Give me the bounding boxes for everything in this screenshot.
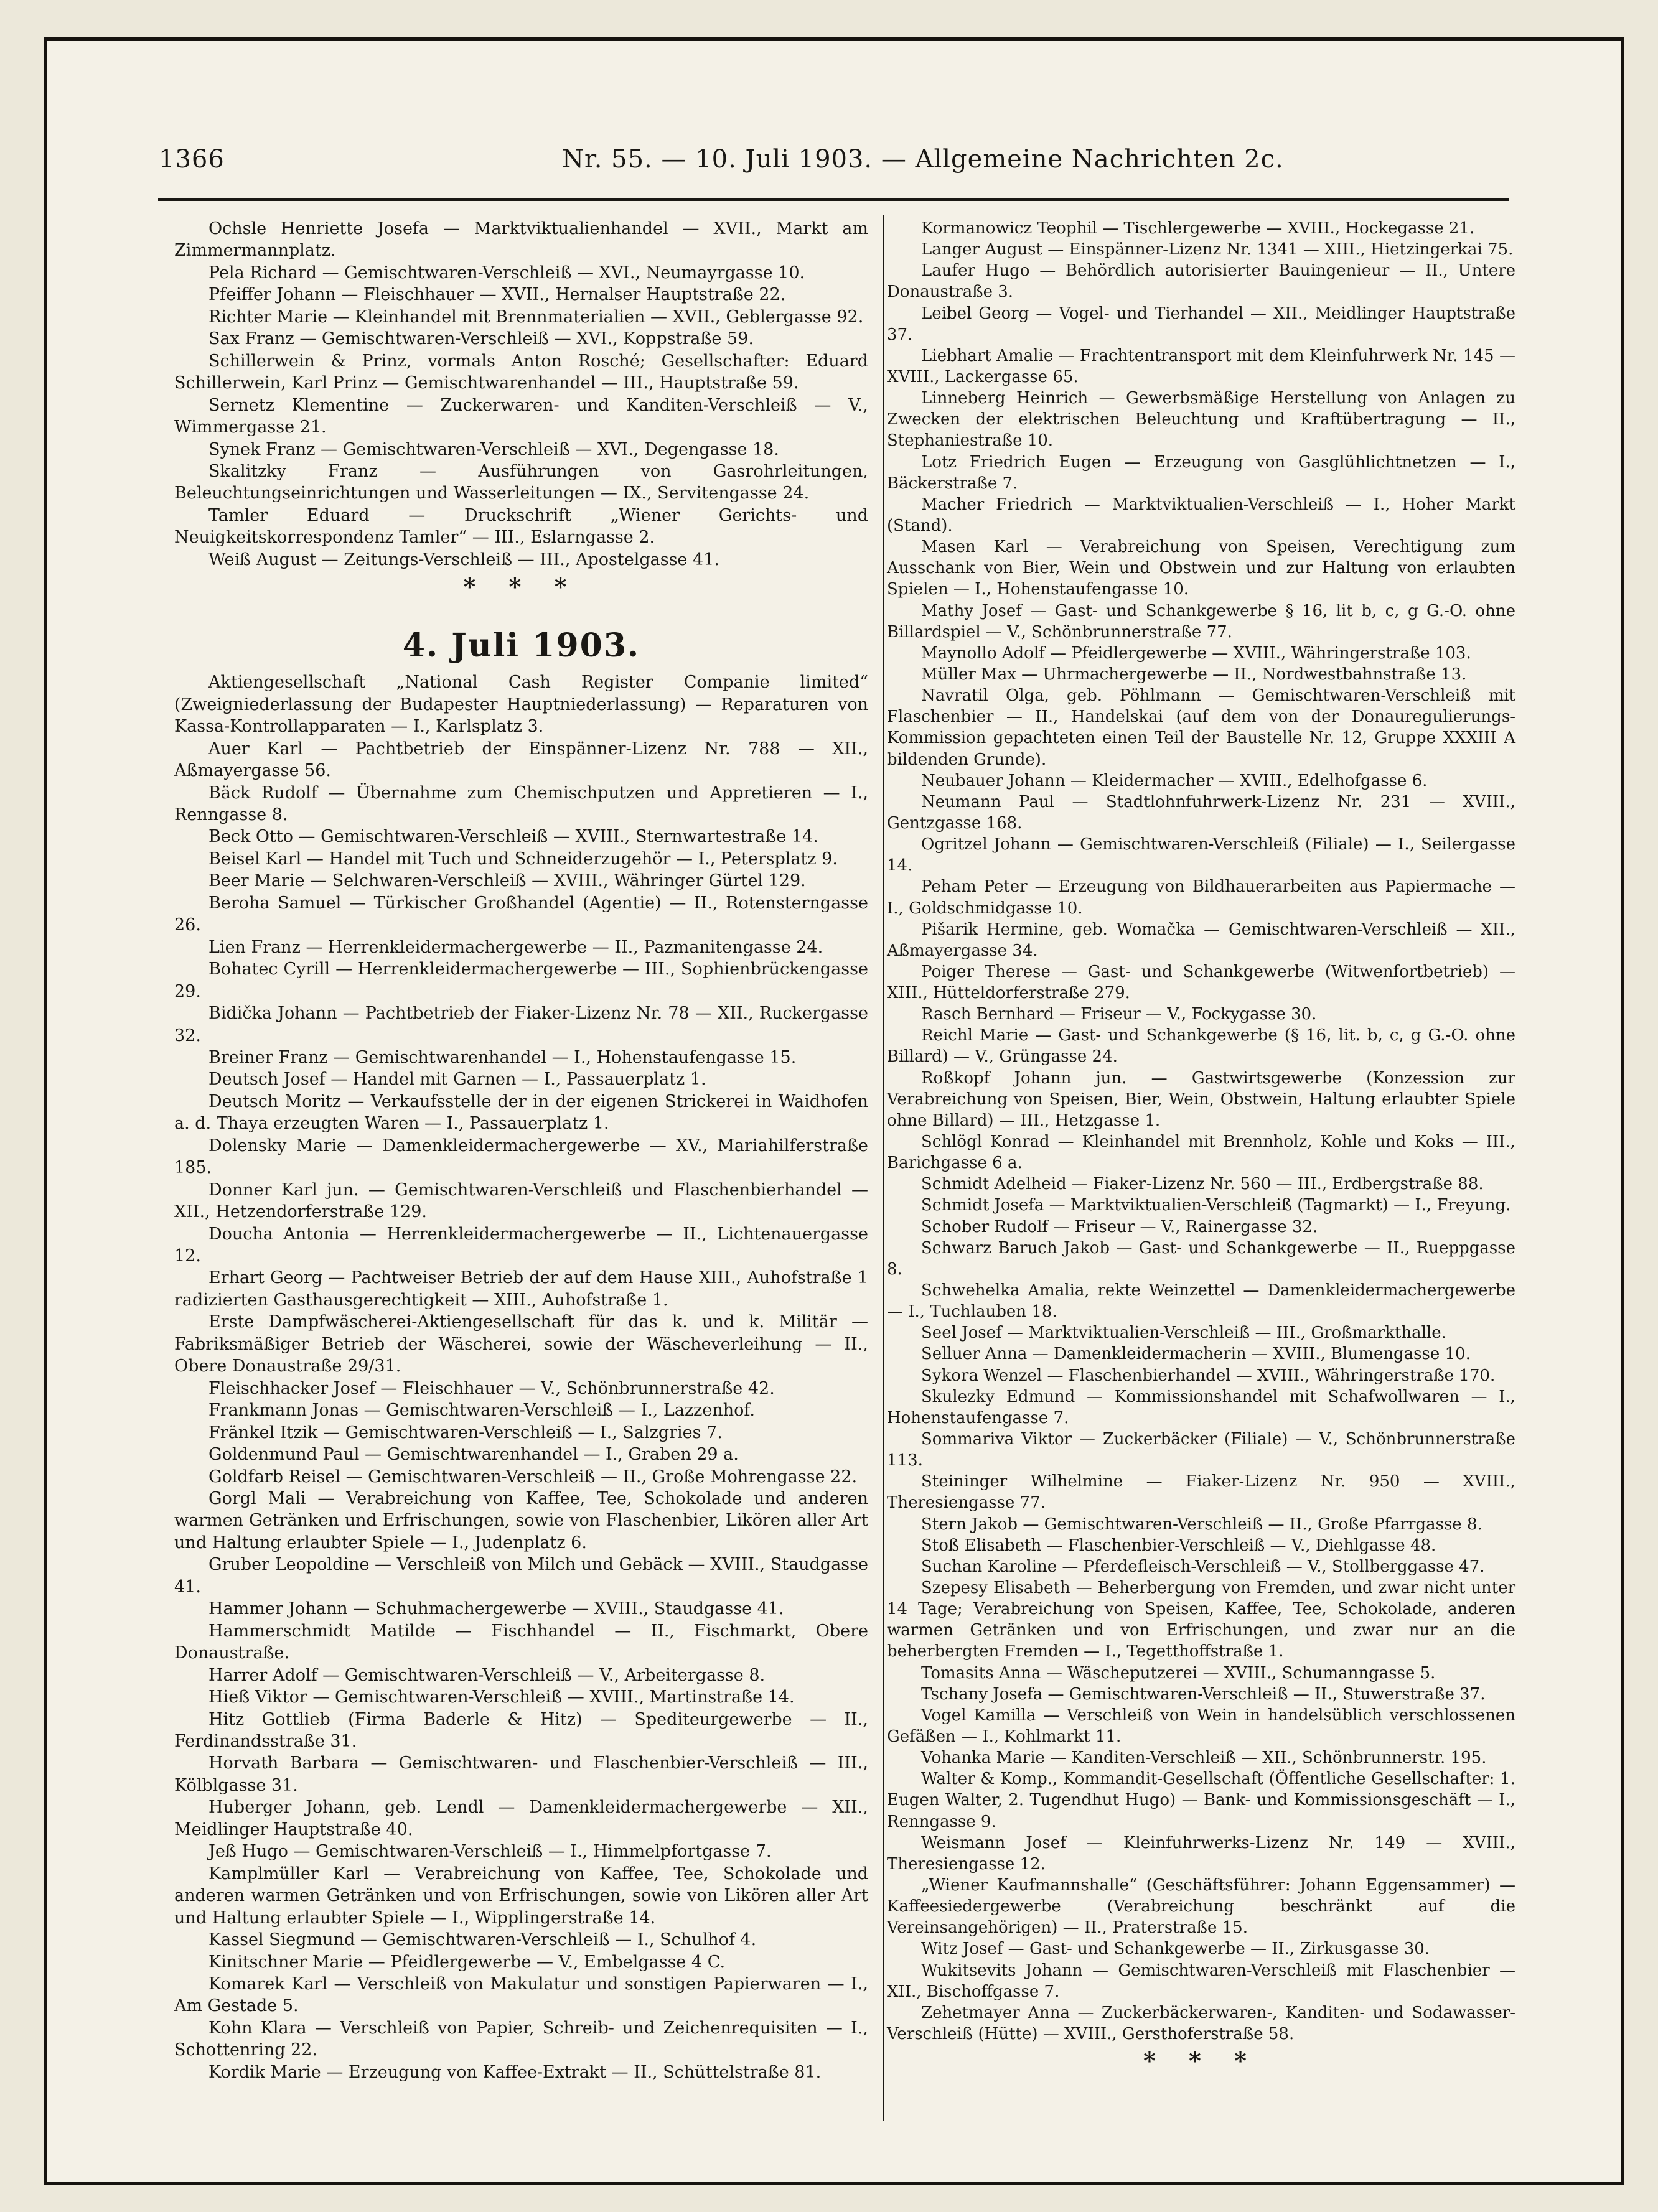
register-entry: Aktiengesellschaft „National Cash Register Companie limited“ (Zweigniederlassung der Budapester Hauptniederlassung) — Reparaturen von Kassa-Kontrollapparaten — I., Karlsplatz 3. xyxy=(174,673,868,737)
entries-list-right xyxy=(887,218,1515,2045)
register-entry: Vohanka Marie — Kanditen-Verschleiß — XII., Schönbrunnerstr. 195. xyxy=(921,1748,1487,1768)
register-entry: Donner Karl jun. — Gemischtwaren-Verschleiß und Flaschenbierhandel — XII., Hetzendorferstraße 129. xyxy=(174,1180,868,1222)
register-entry: Frankmann Jonas — Gemischtwaren-Verschleiß — I., Lazzenhof. xyxy=(208,1401,756,1421)
register-entry: Breiner Franz — Gemischtwarenhandel — I., Hohenstaufengasse 15. xyxy=(208,1047,797,1067)
register-entry: Auer Karl — Pachtbetrieb der Einspänner-Lizenz Nr. 788 — XII., Aßmayergasse 56. xyxy=(174,739,868,781)
register-entry: Macher Friedrich — Marktviktualien-Verschleiß — I., Hoher Markt (Stand). xyxy=(887,495,1515,535)
register-entry: Kassel Siegmund — Gemischtwaren-Verschleiß — I., Schulhof 4. xyxy=(208,1930,757,1950)
register-entry: Leibel Georg — Vogel- und Tierhandel — XII., Meidlinger Hauptstraße 37. xyxy=(887,304,1515,344)
register-entry: Pela Richard — Gemischtwaren-Verschleiß — XVI., Neumayrgasse 10. xyxy=(208,263,805,282)
register-entry: Erste Dampfwäscherei-Aktiengesellschaft für das k. und k. Militär — Fabriksmäßiger Betrieb der Wäscherei, sowie der Wäscheverleihung — II., Obere Donaustraße 29/31. xyxy=(174,1312,868,1376)
register-entry: Ochsle Henriette Josefa — Marktviktualienhandel — XVII., Markt am Zimmermannplatz. xyxy=(174,219,868,261)
register-entry: Fleischhacker Josef — Fleischhauer — V., Schönbrunnerstraße 42. xyxy=(208,1378,775,1398)
register-entry: Huberger Johann, geb. Lendl — Damenkleidermachergewerbe — XII., Meidlinger Hauptstraße 40. xyxy=(174,1798,868,1839)
register-entry: Synek Franz — Gemischtwaren-Verschleiß — XVI., Degengasse 18. xyxy=(208,439,779,459)
register-entry: Schlögl Konrad — Kleinhandel mit Brennholz, Kohle und Koks — III., Barichgasse 6 a. xyxy=(887,1132,1515,1173)
register-entry: Weismann Josef — Kleinfuhrwerks-Lizenz Nr. 149 — XVIII., Theresiengasse 12. xyxy=(887,1833,1515,1874)
register-entry: Rasch Bernhard — Friseur — V., Fockygasse 30. xyxy=(921,1005,1317,1024)
register-entry: Stern Jakob — Gemischtwaren-Verschleiß — II., Große Pfarrgasse 8. xyxy=(921,1514,1482,1534)
register-entry: Linneberg Heinrich — Gewerbsmäßige Herstellung von Anlagen zu Zwecken der elektrischen Beleuchtung und Kraftübertragung — II., Stephaniestraße 10. xyxy=(887,389,1515,450)
section-separator: * * * xyxy=(463,572,579,601)
register-entry: Walter & Komp., Kommandit-Gesellschaft (Öffentliche Gesellschafter: 1. Eugen Walter, 2. Tugendhut Hugo) — Bank- und Kommissionsgeschäft — I., Renngasse 9. xyxy=(887,1770,1515,1831)
right-column xyxy=(887,218,1515,2098)
register-entry: Vogel Kamilla — Verschleiß von Wein in handelsüblich verschlossenen Gefäßen — I., Kohlmarkt 11. xyxy=(887,1706,1515,1746)
register-entry: Tschany Josefa — Gemischtwaren-Verschleiß — II., Stuwerstraße 37. xyxy=(921,1684,1486,1704)
register-entry: Wukitsevits Johann — Gemischtwaren-Verschleiß mit Flaschenbier — XII., Bischoffgasse 7. xyxy=(887,1961,1515,2001)
register-entry: Stoß Elisabeth — Flaschenbier-Verschleiß — V., Diehlgasse 48. xyxy=(921,1536,1436,1555)
register-entry: Suchan Karoline — Pferdefleisch-Verschleiß — V., Stollberggasse 47. xyxy=(921,1557,1485,1576)
register-entry: Gruber Leopoldine — Verschleiß von Milch und Gebäck — XVIII., Staudgasse 41. xyxy=(174,1555,868,1597)
register-entry: Sykora Wenzel — Flaschenbierhandel — XVIII., Währingerstraße 170. xyxy=(921,1366,1496,1385)
page-number: 1366 xyxy=(159,145,225,174)
register-entry: Schmidt Josefa — Marktviktualien-Verschleiß (Tagmarkt) — I., Freyung. xyxy=(921,1196,1511,1215)
register-entry: Schillerwein & Prinz, vormals Anton Rosché; Gesellschafter: Eduard Schillerwein, Karl Prinz — Gemischtwarenhandel — III., Hauptstraße 59. xyxy=(174,351,868,393)
register-entry: Schwehelka Amalia, rekte Weinzettel — Damenkleidermachergewerbe — I., Tuchlauben 18. xyxy=(887,1281,1515,1322)
register-entry: Hitz Gottlieb (Firma Baderle & Hitz) — Speditеurgewerbe — II., Ferdinandsstraße 31. xyxy=(174,1709,868,1751)
register-entry: Beroha Samuel — Türkischer Großhandel (Agentie) — II., Rotensterngasse 26. xyxy=(174,893,868,935)
entries-list-before xyxy=(174,218,868,571)
register-entry: Kohn Klara — Verschleiß von Papier, Schreib- und Zeichenrequisiten — I., Schottenring 22. xyxy=(174,2018,868,2060)
register-entry: Skulezky Edmund — Kommissionshandel mit Schafwollwaren — I., Hohenstaufengasse 7. xyxy=(887,1387,1515,1427)
register-entry: Lien Franz — Herrenkleidermachergewerbe — II., Pazmanitengasse 24. xyxy=(208,937,823,957)
register-entry: Skalitzky Franz — Ausführungen von Gasrohrleitungen, Beleuchtungseinrichtungen und Wasserleitungen — IX., Servitengasse 24. xyxy=(174,461,868,503)
register-entry: Horvath Barbara — Gemischtwaren- und Flaschenbier-Verschleiß — III., Kölblgasse 31. xyxy=(174,1753,868,1795)
register-entry: Mathy Josef — Gast- und Schankgewerbe § 16, lit b, c, g G.-O. ohne Billardspiel — V., Schönbrunnerstraße 77. xyxy=(887,601,1515,642)
register-entry: Beck Otto — Gemischtwaren-Verschleiß — XVIII., Sternwartestraße 14. xyxy=(208,827,818,847)
register-entry: Hammer Johann — Schuhmachergewerbe — XVIII., Staudgasse 41. xyxy=(208,1599,784,1619)
register-entry: Masen Karl — Verabreichung von Speisen, Verechtigung zum Ausschank von Bier, Wein und Obstwein und zur Haltung von erlaubten Spielen — I., Hohenstaufengasse 10. xyxy=(887,538,1515,599)
register-entry: Maynollo Adolf — Pfeidlergewerbe — XVIII., Währingerstraße 103. xyxy=(921,643,1471,663)
register-entry: Witz Josef — Gast- und Schankgewerbe — II., Zirkusgasse 30. xyxy=(921,1939,1430,1959)
register-entry: Goldfarb Reisel — Gemischtwaren-Verschleiß — II., Große Mohrengasse 22. xyxy=(208,1467,858,1486)
register-entry: Lotz Friedrich Eugen — Erzeugung von Gasglühlichtnetzen — I., Bäckerstraße 7. xyxy=(887,452,1515,493)
register-entry: Hieß Viktor — Gemischtwaren-Verschleiß — XVIII., Martinstraße 14. xyxy=(208,1687,795,1707)
register-entry: Richter Marie — Kleinhandel mit Brennmaterialien — XVII., Geblergasse 92. xyxy=(208,307,864,327)
register-entry: Szepesy Elisabeth — Beherbergung von Fremden, und zwar nicht unter 14 Tage; Verabreichung von Speisen, Kaffee, Tee, Schokolade, anderen warmen Getränken und von Erfrischungen, und zwar nur an die beherbergten Fremden — I., Tegetthoffstraße 1. xyxy=(887,1579,1515,1661)
register-entry: Kordik Marie — Erzeugung von Kaffee-Extrakt — II., Schüttelstraße 81. xyxy=(208,2062,822,2082)
register-entry: Bidička Johann — Pachtbetrieb der Fiaker-Lizenz Nr. 78 — XII., Ruckergasse 32. xyxy=(174,1004,868,1045)
register-entry: Neumann Paul — Stadtlohnfuhrwerk-Lizenz Nr. 231 — XVIII., Gentzgasse 168. xyxy=(887,792,1515,833)
register-entry: Weiß August — Zeitungs-Verschleiß — III., Apostelgasse 41. xyxy=(208,549,719,569)
register-entry: Bäck Rudolf — Übernahme zum Chemischputzen und Appretieren — I., Renngasse 8. xyxy=(174,783,868,824)
register-entry: Beisel Karl — Handel mit Tuch und Schneiderzugehör — I., Petersplatz 9. xyxy=(208,849,838,869)
register-entry: Kinitschner Marie — Pfeidlergewerbe — V., Embelgasse 4 C. xyxy=(208,1952,726,1972)
register-entry: Sax Franz — Gemischtwaren-Verschleiß — XVI., Koppstraße 59. xyxy=(208,329,754,349)
section-heading: 4. Juli 1903. xyxy=(402,627,640,665)
register-entry: Liebhart Amalie — Frachtentransport mit dem Kleinfuhrwerk Nr. 145 — XVIII., Lackergasse 65. xyxy=(887,346,1515,386)
register-entry: Selluer Anna — Damenkleidermacherin — XVIII., Blumengasse 10. xyxy=(921,1345,1471,1364)
end-separator: * * * xyxy=(1143,2046,1260,2075)
register-entry: Doucha Antonia — Herrenkleidermachergewerbe — II., Lichtenauergasse 12. xyxy=(174,1224,868,1266)
register-entry: Navratil Olga, geb. Pöhlmann — Gemischtwaren-Verschleiß mit Flaschenbier — II., Handelskai (auf dem von der Donauregulierungs-Kommission gepachteten einen Teil der Baustelle Nr. 12, Gruppe XXXIII A bildenden Grunde). xyxy=(887,686,1515,769)
running-header: Nr. 55. — 10. Juli 1903. — Allgemeine Nachrichten 2c. xyxy=(562,145,1284,174)
register-entry: Neubauer Johann — Kleidermacher — XVIII., Edelhofgasse 6. xyxy=(921,771,1428,790)
register-entry: Kamplmüller Karl — Verabreichung von Kaffee, Tee, Schokolade und anderen warmen Getränken und von Erfrischungen, sowie von Likören aller Art und Haltung erlaubter Spiele — I., Wipplingerstraße 14. xyxy=(174,1864,868,1928)
register-entry: Gorgl Mali — Verabreichung von Kaffee, Tee, Schokolade und anderen warmen Getränken und Erfrischungen, sowie von Flaschenbier, Likören aller Art und Haltung erlaubter Spiele — I., Judenplatz 6. xyxy=(174,1489,868,1552)
register-entry: Seel Josef — Marktviktualien-Verschleiß — III., Großmarkthalle. xyxy=(921,1323,1446,1343)
register-entry: Pišarik Hermine, geb. Womačka — Gemischtwaren-Verschleiß — XII., Aßmayergasse 34. xyxy=(887,920,1515,960)
register-entry: Tomasits Anna — Wäscheputzerei — XVIII., Schumanngasse 5. xyxy=(921,1663,1436,1682)
register-entry: Poiger Therese — Gast- und Schankgewerbe (Witwenfortbetrieb) — XIII., Hütteldorferstraße 279. xyxy=(887,962,1515,1003)
register-entry: Erhart Georg — Pachtweiser Betrieb der auf dem Hause XIII., Auhofstraße 1 radizierten Gasthausgerechtigkeit — XIII., Auhofstraße 1. xyxy=(174,1268,868,1310)
register-entry: Beer Marie — Selchwaren-Verschleiß — XVIII., Währinger Gürtel 129. xyxy=(208,871,806,891)
register-entry: „Wiener Kaufmannshalle“ (Geschäftsführer: Johann Eggensammer) — Kaffeesiedergewerbe (Verabreichung beschränkt auf die Vereinsangehörigen) — II., Praterstraße 15. xyxy=(887,1875,1515,1938)
register-entry: Hammerschmidt Matilde — Fischhandel — II., Fischmarkt, Obere Donaustraße. xyxy=(174,1621,868,1663)
register-entry: Kormanowicz Teophil — Tischlergewerbe — XVIII., Hockegasse 21. xyxy=(921,219,1475,238)
register-entry: Schmidt Adelheid — Fiaker-Lizenz Nr. 560 — III., Erdbergstraße 88. xyxy=(921,1175,1484,1194)
register-entry: Dolensky Marie — Damenkleidermachergewerbe — XV., Mariahilferstraße 185. xyxy=(174,1136,868,1178)
register-entry: Reichl Marie — Gast- und Schankgewerbe (§ 16, lit. b, c, g G.-O. ohne Billard) — V., Grüngasse 24. xyxy=(887,1026,1515,1066)
register-entry: Harrer Adolf — Gemischtwaren-Verschleiß — V., Arbeitergasse 8. xyxy=(208,1665,766,1685)
register-entry: Schwarz Baruch Jakob — Gast- und Schankgewerbe — II., Rueppgasse 8. xyxy=(887,1238,1515,1279)
register-entry: Müller Max — Uhrmachergewerbe — II., Nordwestbahnstraße 13. xyxy=(921,665,1467,684)
register-entry: Komarek Karl — Verschleiß von Makulatur und sonstigen Papierwaren — I., Am Gestade 5. xyxy=(174,1974,868,2016)
register-entry: Sommariva Viktor — Zuckerbäcker (Filiale) — V., Schönbrunnerstraße 113. xyxy=(887,1430,1515,1470)
register-entry: Langer August — Einspänner-Lizenz Nr. 1341 — XIII., Hietzingerkai 75. xyxy=(921,240,1514,259)
register-entry: Laufer Hugo — Behördlich autorisierter Bauingenieur — II., Untere Donaustraße 3. xyxy=(887,261,1515,302)
register-entry: Pfeiffer Johann — Fleischhauer — XVII., Hernalser Hauptstraße 22. xyxy=(208,285,786,305)
register-entry: Tamler Eduard — Druckschrift „Wiener Gerichts- und Neuigkeitskorrespondenz Tamler“ — III., Eslarngasse 2. xyxy=(174,505,868,548)
register-entry: Goldenmund Paul — Gemischtwarenhandel — I., Graben 29 a. xyxy=(208,1445,739,1465)
register-entry: Roßkopf Johann jun. — Gastwirtsgewerbe (Konzession zur Verabreichung von Speisen, Bier, Wein, Obstwein, Haltung erlaubter Spiele ohne Billard) — III., Hetzgasse 1. xyxy=(887,1068,1515,1130)
column-divider xyxy=(883,215,884,2121)
register-entry: Steininger Wilhelmine — Fiaker-Lizenz Nr. 950 — XVIII., Theresiengasse 77. xyxy=(887,1472,1515,1513)
register-entry: Sernetz Klementine — Zuckerwaren- und Kanditen-Verschleiß — V., Wimmergasse 21. xyxy=(174,395,868,437)
left-column xyxy=(174,218,868,2083)
register-entry: Jeß Hugo — Gemischtwaren-Verschleiß — I., Himmelpfortgasse 7. xyxy=(208,1842,772,1862)
register-entry: Ogritzel Johann — Gemischtwaren-Verschleiß (Filiale) — I., Seilergasse 14. xyxy=(887,835,1515,875)
header-rule xyxy=(158,198,1509,201)
register-entry: Schober Rudolf — Friseur — V., Rainergasse 32. xyxy=(921,1217,1318,1236)
entries-list-after xyxy=(174,671,868,2083)
register-entry: Fränkel Itzik — Gemischtwaren-Verschleiß — I., Salzgries 7. xyxy=(208,1422,723,1442)
register-entry: Deutsch Josef — Handel mit Garnen — I., Passauerplatz 1. xyxy=(208,1070,706,1090)
register-entry: Deutsch Moritz — Verkaufsstelle der in der eigenen Strickerei in Waidhofen a. d. Thaya erzeugten Waren — I., Passauerplatz 1. xyxy=(174,1091,868,1134)
register-entry: Peham Peter — Erzeugung von Bildhauerarbeiten aus Papiermache — I., Goldschmidgasse 10. xyxy=(887,877,1515,918)
register-entry: Bohatec Cyrill — Herrenkleidermachergewerbe — III., Sophienbrückengasse 29. xyxy=(174,959,868,1001)
register-entry: Zehetmayer Anna — Zuckerbäckerwaren-, Kanditen- und Sodawasser-Verschleiß (Hütte) — XVIII., Gersthoferstraße 58. xyxy=(887,2003,1515,2043)
